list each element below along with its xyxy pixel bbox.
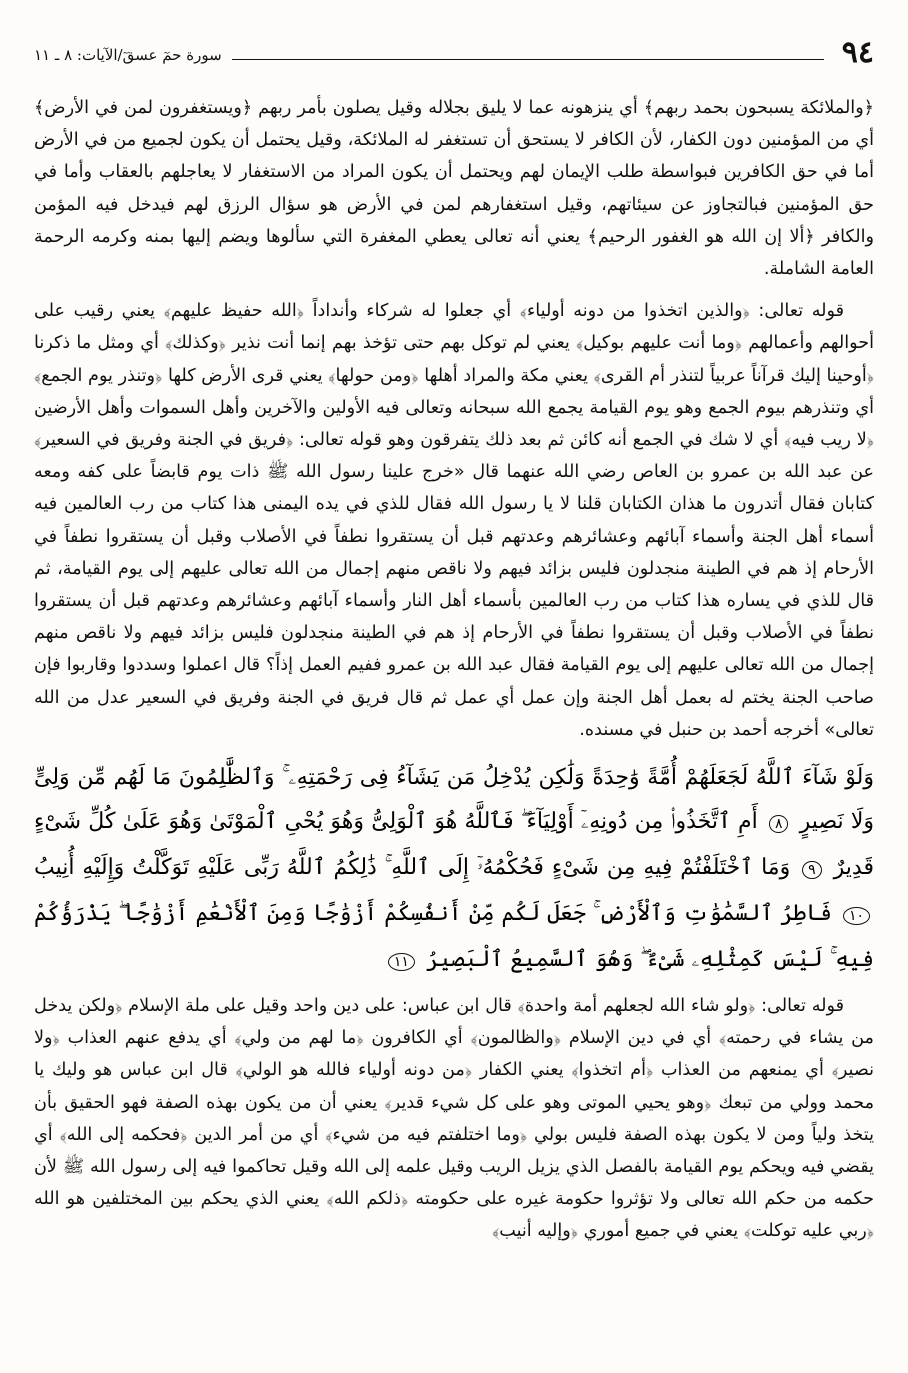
header-rule [232,59,824,60]
verse-8-number: ٨ [769,815,789,833]
page-header [34,30,874,70]
verse-10-text: وَمَا ٱخْتَلَفْتُمْ فِيهِ مِن شَىْءٍ فَحُكْمُهُۥٓ إِلَى ٱللَّهِ ۚ ذَٰلِكُمُ ٱللَّهُ رَبِّى عَلَيْهِ تَوَكَّلْتُ وَإِلَيْهِ أُنِيبُ [34,855,791,881]
verse-10-number: ١٠ [843,907,870,925]
verse-8-text: وَلَوْ شَآءَ ٱللَّهُ لَجَعَلَهُمْ أُمَّةً وَٰحِدَةً وَلَٰكِن يُدْخِلُ مَن يَشَآءُ فِى رَحْمَتِهِۦ ۚ وَٱلظَّٰلِمُونَ مَا لَهُم مِّن وَلِىٍّ وَلَا نَصِيرٍ [34,765,874,835]
paragraph-1: ﴿والملائكة يسبحون بحمد ربهم﴾ أي ينزهونه عما لا يليق بجلاله وقيل يصلون بأمر ربهم ﴿ويستغفرون لمن في الأرض﴾ أي من المؤمنين دون الكفار، لأن الكافر لا يستحق أن تستغفر له الملائكة، وقيل يحتمل أن يكون لجميع من في الأرض أما في حق الكافرين فبواسطة طلب الإيمان لهم ويحتمل أن يكون المراد من الاستغفار لا يعاجلهم بالعقاب وأما في حق المؤمنين فبالتجاوز عن سيئاتهم، وقيل استغفارهم لمن في الأرض هو سؤال الرزق لهم فيدخل فيه المؤمن والكافر ﴿ألا إن الله هو الغفور الرحيم﴾ يعني أنه تعالى يعطي المغفرة التي سألوها ويضم إليها بمنه وكرمه الرحمة العامة الشاملة. [34,98,874,280]
quran-verses [34,756,874,984]
paragraph-2: قوله تعالى: ﴿والذين اتخذوا من دونه أولياء﴾ أي جعلوا له شركاء وأنداداً ﴿الله حفيظ عليهم﴾ يعني رقيب على أحوالهم وأعمالهم ﴿وما أنت عليهم بوكيل﴾ يعني لم توكل بهم حتى تؤخذ بهم إنما أنت نذير ﴿وكذلك﴾ أي ومثل ما ذكرنا ﴿أوحينا إليك قرآناً عربياً لتنذر أم القرى﴾ يعني مكة والمراد أهلها ﴿ومن حولها﴾ يعني قرى الأرض كلها ﴿وتنذر يوم الجمع﴾ أي وتنذرهم بيوم الجمع وهو يوم القيامة يجمع الله سبحانه وتعالى فيه الأولين والآخرين وأهل السموات وأهل الأرضين ﴿لا ريب فيه﴾ أي لا شك في الجمع أنه كائن ثم بعد ذلك يتفرقون وهو قوله تعالى: ﴿فريق في الجنة وفريق في السعير﴾ عن عبد الله بن عمرو بن العاص رضي الله عنهما قال «خرج علينا رسول الله ﷺ ذات يوم قابضاً على كفه ومعه كتابان فقال أتدرون ما هذان الكتابان قلنا لا يا رسول الله فقال للذي في يده اليمنى هذا كتاب من رب العالمين فيه أسماء أهل الجنة وأسماء آبائهم وعشائرهم وعدتهم قبل أن يستقروا نطفاً في الأصلاب وقبل أن يستقروا نطفاً في الأرحام إذ هم في الطينة منجدلون فليس بزائد فيهم ولا ناقص منهم إجمال من الله تعالى عليهم إلى يوم القيامة، ثم قال للذي في يساره هذا كتاب من رب العالمين بأسماء أهل النار وأسماء آبائهم وعشائرهم وعدتهم قبل أن يستقروا نطفاً في الأصلاب وقبل أن يستقروا نطفاً في الأرحام إذ هم في الطينة منجدلون فليس بزائد فيهم ولا ناقص منهم إجمال من الله تعالى عليهم إلى يوم القيامة فقال عبد الله بن عمرو ففيم العمل إذاً؟ قال اعملوا وسددوا وقاربوا فإن صاحب الجنة يختم له بعمل أهل الجنة وإن عمل أي عمل ثم قال فريق في الجنة وفريق في السعير عدل من الله تعالى» أخرجه أحمد بن حنبل في مسنده. [34,301,874,740]
verse-9-number: ٩ [802,861,822,879]
verse-11-text: فَاطِرُ ٱلسَّمَٰوَٰتِ وَٱلْأَرْضِ ۚ جَعَلَ لَكُم مِّنْ أَنفُسِكُمْ أَزْوَٰجًا وَمِنَ ٱلْأَنْعَٰمِ أَزْوَٰجًا ۖ يَذْرَؤُكُمْ فِيهِ ۚ لَيْسَ كَمِثْلِهِۦ شَىْءٌ ۖ وَهُوَ ٱلسَّمِيعُ ٱلْبَصِيرُ [34,901,874,973]
verse-11-number: ١١ [388,953,415,971]
page-number: ٩٤ [841,35,874,70]
commentary-paragraph: قوله تعالى: ﴿ولو شاء الله لجعلهم أمة واحدة﴾ قال ابن عباس: على دين واحد وقيل على ملة الإسلام ﴿ولكن يدخل من يشاء في رحمته﴾ أي في دين الإسلام ﴿والظالمون﴾ أي الكافرون ﴿ما لهم من ولي﴾ أي يدفع عنهم العذاب ﴿ولا نصير﴾ أي يمنعهم من العذاب ﴿أم اتخذوا﴾ يعني الكفار ﴿من دونه أولياء فالله هو الولي﴾ قال ابن عباس هو وليك يا محمد وولي من تبعك ﴿وهو يحيي الموتى وهو على كل شيء قدير﴾ يعني أن من يكون بهذه الصفة فهو الحقيق بأن يتخذ ولياً ومن لا يكون بهذه الصفة فليس بولي ﴿وما اختلفتم فيه من شيء﴾ أي من أمر الدين ﴿فحكمه إلى الله﴾ أي يقضي فيه ويحكم يوم القيامة بالفصل الذي يزيل الريب وقيل علمه إلى الله وقيل تحاكموا فيه إلى رسول الله ﷺ لأن حكمه من حكم الله تعالى ولا تؤثروا حكومة غيره على حكومته ﴿ذلكم الله﴾ يعني الذي يحكم بين المختلفين هو الله ﴿ربي عليه توكلت﴾ يعني في جميع أموري ﴿وإليه أنيب﴾ [34,996,874,1242]
verse-9-text: أَمِ ٱتَّخَذُوا۟ مِن دُونِهِۦٓ أَوْلِيَآءَ ۖ فَٱللَّهُ هُوَ ٱلْوَلِىُّ وَهُوَ يُحْىِ ٱلْمَوْتَىٰ وَهُوَ عَلَىٰ كُلِّ شَىْءٍ قَدِيرٌ [34,809,874,881]
running-head: سورة حمٓ عسقٓ/الآيات: ٨ ـ ١١ [34,46,222,64]
